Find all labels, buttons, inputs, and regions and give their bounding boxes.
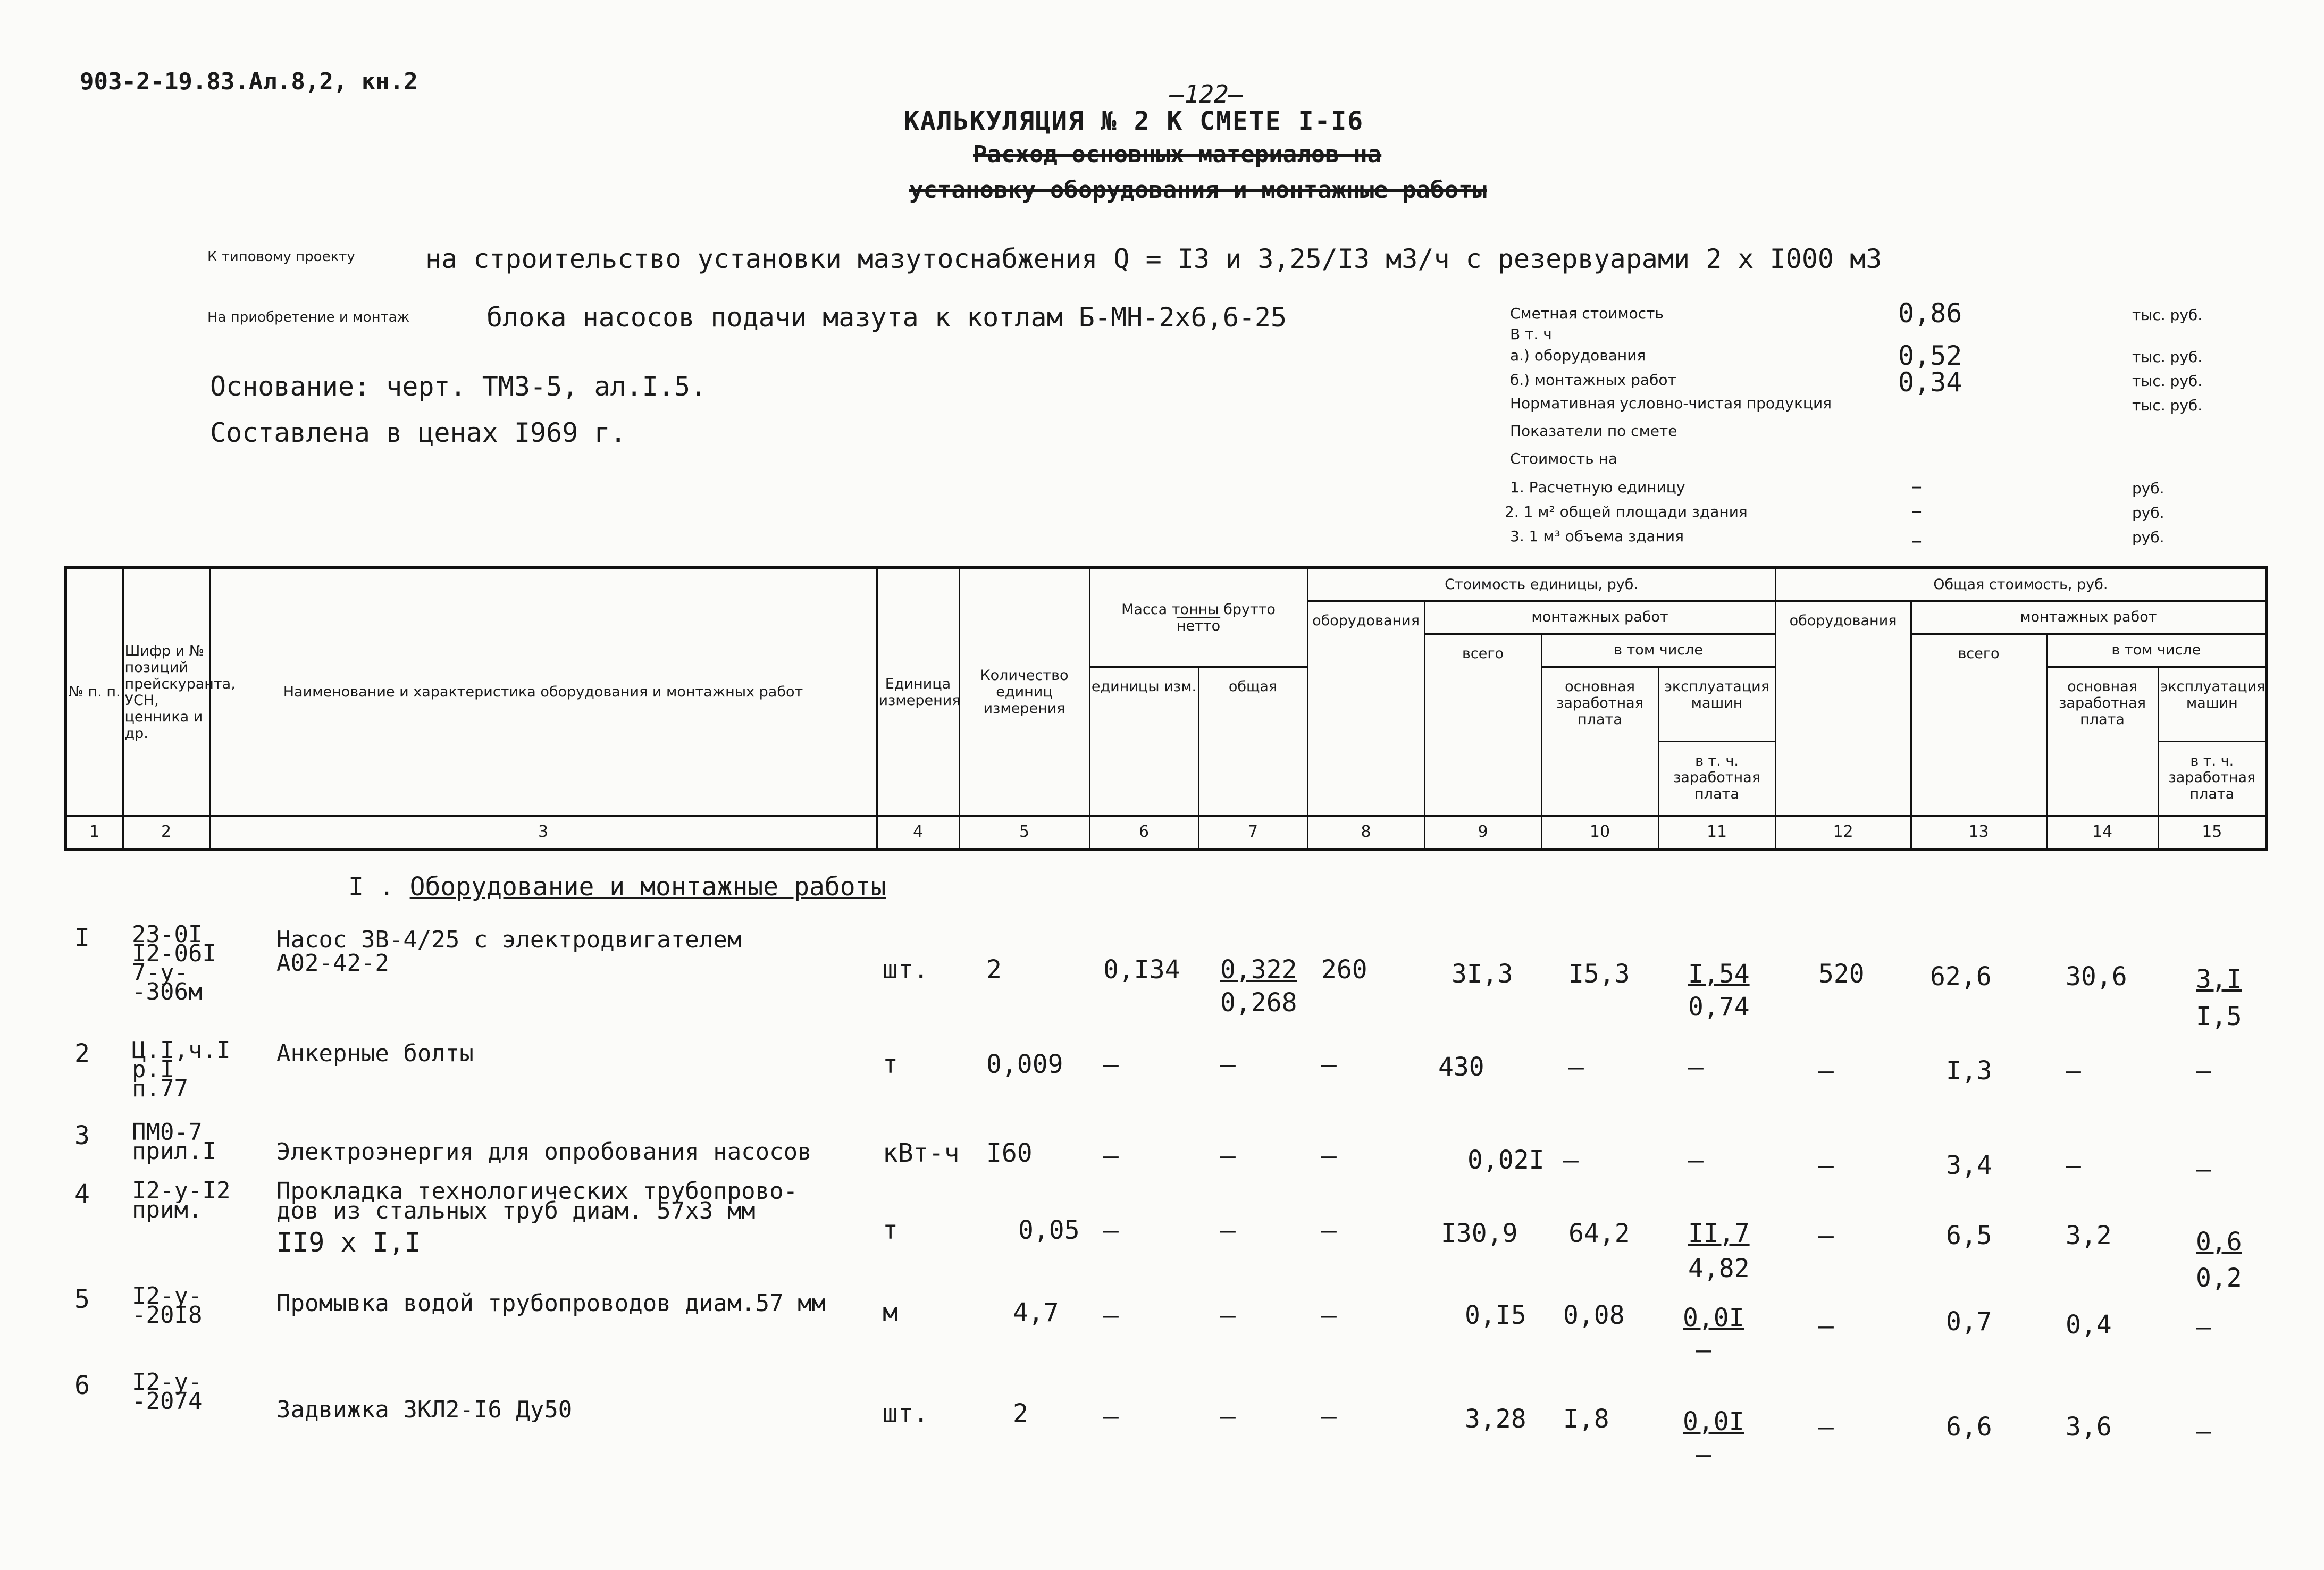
row-machines: 0,0I	[1683, 1407, 1744, 1437]
row-install-total: 0,7	[1946, 1307, 1992, 1337]
row-code: 23-0I I2-06I 7-у- -306м	[132, 921, 216, 1006]
row-code: Ц.I,ч.I р.I п.77	[132, 1037, 231, 1103]
row-code: I2-у- -2074	[132, 1368, 203, 1415]
row-wages: I,8	[1563, 1404, 1609, 1434]
document-code: 903-2-19.83.Ал.8,2, кн.2	[80, 68, 418, 95]
header-machines: эксплуатация машин	[1658, 667, 1775, 741]
header-mass-total: общая	[1198, 667, 1307, 816]
row-machines: II,7	[1688, 1219, 1750, 1248]
row-machines-total: –	[2196, 1056, 2211, 1086]
row-qty: 2	[986, 955, 1002, 985]
header-equipment-total: оборудования	[1775, 601, 1911, 816]
row-qty: I60	[986, 1138, 1033, 1168]
row-wages: –	[1563, 1145, 1579, 1175]
per-volume-unit: руб.	[2132, 528, 2164, 546]
row-machines: –	[1688, 1145, 1704, 1175]
colnum: 11	[1658, 816, 1775, 850]
row-equip-cost: –	[1321, 1401, 1337, 1431]
row-install-cost: I30,9	[1441, 1219, 1518, 1248]
header-incl: в том числе	[1541, 634, 1775, 667]
row-name: Прокладка технологических трубопрово- дов из стальных труб диам. 57х3 мм II9 x I,I	[276, 1178, 798, 1258]
cost-unit: тыс. руб.	[2132, 306, 2203, 324]
row-name: Электроэнергия для опробования насосов	[276, 1138, 812, 1165]
row-machines-wages: 4,82	[1688, 1254, 1750, 1283]
row-wages: 0,08	[1563, 1300, 1625, 1330]
row-machines: 0,0I	[1683, 1303, 1744, 1333]
header-unit-cost: Стоимость единицы, руб.	[1307, 568, 1775, 601]
per-unit-unit: руб.	[2132, 480, 2164, 497]
row-equip-cost: 260	[1321, 955, 1367, 985]
row-machines-wages-total: I,5	[2196, 1002, 2242, 1031]
row-wages-total: 30,6	[2066, 962, 2127, 992]
row-equip-total: 520	[1818, 959, 1865, 989]
install-value: 0,34	[1898, 367, 1962, 398]
row-wages-total: –	[2066, 1056, 2081, 1086]
row-equip-total: –	[1818, 1151, 1834, 1180]
row-qty: 2	[1013, 1399, 1028, 1429]
row-mass-total: –	[1220, 1141, 1236, 1171]
row-machines-total: –	[2196, 1154, 2211, 1184]
row-machines-total: –	[2196, 1312, 2211, 1342]
row-name: Промывка водой трубопроводов диам.57 мм	[276, 1290, 826, 1317]
row-mass-net: 0,268	[1220, 988, 1297, 1018]
row-wages-total: 0,4	[2066, 1310, 2112, 1340]
row-num: 5	[74, 1284, 90, 1314]
per-area-label: 2. 1 м² общей площади здания	[1505, 503, 1748, 520]
header-install: монтажных работ	[1424, 601, 1775, 634]
row-unit: т	[883, 1050, 898, 1079]
row-mass-unit: –	[1103, 1300, 1119, 1330]
row-mass-unit: –	[1103, 1141, 1119, 1171]
purpose-text: блока насосов подачи мазута к котлам Б-МН-2х6,6-25	[486, 302, 1287, 333]
row-name: Анкерные болты	[276, 1040, 474, 1067]
colnum: 10	[1541, 816, 1658, 850]
row-equip-total: –	[1818, 1056, 1834, 1086]
page-number: —122—	[1170, 80, 1244, 108]
colnum: 8	[1307, 816, 1424, 850]
row-num: I	[74, 923, 90, 953]
row-qty: 0,05	[1018, 1215, 1080, 1245]
row-qty: 0,009	[986, 1050, 1063, 1079]
net-production-unit: тыс. руб.	[2132, 397, 2203, 414]
row-equip-total: –	[1818, 1311, 1834, 1341]
row-num: 2	[74, 1039, 90, 1069]
project-text: на строительство установки мазутоснабжения Q = I3 и 3,25/I3 м3/ч с резервуарами 2 x I000 м3	[425, 244, 1882, 274]
purpose-label: На приобретение и монтаж	[207, 309, 410, 325]
per-area-unit: руб.	[2132, 504, 2164, 522]
header-incl-2: в том числе	[2046, 634, 2267, 667]
row-num: 3	[74, 1121, 90, 1151]
colnum: 6	[1089, 816, 1198, 850]
colnum: 2	[123, 816, 209, 850]
cost-per-label: Стоимость на	[1510, 450, 1618, 467]
row-machines-wages-total: 0,2	[2196, 1263, 2242, 1293]
row-wages: –	[1568, 1052, 1584, 1082]
row-equip-cost: –	[1321, 1141, 1337, 1171]
row-code: I2-у-I2 прим.	[132, 1177, 231, 1224]
colnum: 5	[959, 816, 1089, 850]
header-machines-2: эксплуатация машин	[2158, 667, 2267, 741]
row-install-total: 6,5	[1946, 1221, 1992, 1250]
row-machines: –	[1688, 1052, 1704, 1082]
header-unit: Единица измерения	[877, 568, 959, 816]
cost-value: 0,86	[1898, 298, 1962, 329]
row-unit: т	[883, 1215, 898, 1245]
header-equipment: оборудования	[1307, 601, 1424, 816]
row-machines-total: –	[2196, 1416, 2211, 1446]
colnum: 12	[1775, 816, 1911, 850]
row-equip-cost: –	[1321, 1050, 1337, 1079]
header-mass-net: нетто	[1176, 617, 1221, 634]
colnum: 13	[1911, 816, 2046, 850]
row-wages-total: 3,2	[2066, 1221, 2112, 1250]
struck-subtitle-2: установку оборудования и монтажные работы	[909, 177, 1487, 204]
equipment-label: а.) оборудования	[1510, 347, 1646, 364]
basis-line: Основание: черт. ТМ3-5, ал.I.5.	[210, 371, 707, 402]
row-equip-cost: –	[1321, 1300, 1337, 1330]
row-install-total: 62,6	[1930, 962, 1992, 992]
header-machines-wages: в т. ч. заработная плата	[1658, 741, 1775, 816]
colnum: 14	[2046, 816, 2158, 850]
row-name: Насос 3В-4/25 с электродвигателем А02-42-2	[276, 926, 742, 977]
row-mass-unit: –	[1103, 1401, 1119, 1431]
row-install-cost: 3,28	[1465, 1404, 1526, 1434]
row-install-total: 3,4	[1946, 1151, 1992, 1180]
cost-label: Сметная стоимость	[1510, 305, 1664, 322]
colnum: 15	[2158, 816, 2267, 850]
row-unit: шт.	[883, 1399, 929, 1429]
net-production-label: Нормативная условно-чистая продукция	[1510, 394, 1832, 412]
header-total-cost: Общая стоимость, руб.	[1775, 568, 2267, 601]
estimate-table-header	[64, 566, 2268, 851]
equipment-value: 0,52	[1898, 340, 1962, 371]
row-mass-unit: 0,I34	[1103, 955, 1180, 985]
row-machines: I,54	[1688, 959, 1750, 989]
row-equip-total: –	[1818, 1221, 1834, 1250]
indicators-label: Показатели по смете	[1510, 422, 1677, 440]
row-name: Задвижка 3КЛ2-I6 Ду50	[276, 1396, 573, 1423]
row-install-cost: 0,I5	[1465, 1300, 1526, 1330]
row-mass-total: –	[1220, 1215, 1236, 1245]
per-unit-label: 1. Расчетную единицу	[1510, 478, 1685, 496]
incl-label: В т. ч	[1510, 325, 1552, 343]
row-wages: I5,3	[1568, 959, 1630, 989]
header-total: всего	[1424, 634, 1541, 816]
row-code: ПМ0-7 прил.I	[132, 1119, 216, 1165]
header-name: Наименование и характеристика оборудования и монтажных работ	[209, 568, 877, 816]
colnum: 1	[65, 816, 123, 850]
header-num: № п. п.	[65, 568, 123, 816]
row-qty: 4,7	[1013, 1298, 1059, 1328]
row-mass-total: –	[1220, 1050, 1236, 1079]
per-area-value: –	[1911, 499, 1922, 523]
header-code: Шифр и № позиций прейскуранта, УСН, ценника и др.	[123, 568, 209, 816]
install-unit: тыс. руб.	[2132, 372, 2203, 390]
row-mass-unit: –	[1103, 1050, 1119, 1079]
colnum: 3	[209, 816, 877, 850]
header-mass	[1089, 568, 1307, 667]
row-install-cost: 0,02I	[1467, 1145, 1545, 1175]
row-machines-wages: –	[1696, 1440, 1711, 1470]
header-wages-2: основная заработная плата	[2046, 667, 2158, 816]
row-install-total: 6,6	[1946, 1412, 1992, 1442]
column-numbers-row	[65, 816, 2267, 850]
row-num: 6	[74, 1371, 90, 1400]
prices-line: Составлена в ценах I969 г.	[210, 417, 626, 448]
row-mass-unit: –	[1103, 1215, 1119, 1245]
row-wages-total: –	[2066, 1151, 2081, 1180]
row-machines-total: 3,I	[2196, 964, 2242, 994]
row-equip-total: –	[1818, 1412, 1834, 1442]
row-machines-wages: 0,74	[1688, 992, 1750, 1022]
per-volume-value: –	[1911, 528, 1922, 553]
per-unit-value: –	[1911, 474, 1922, 499]
row-machines-total: 0,6	[2196, 1227, 2242, 1257]
page-title: КАЛЬКУЛЯЦИЯ № 2 К СМЕТЕ I-I6	[904, 106, 1364, 136]
per-volume-label: 3. 1 м³ объема здания	[1510, 527, 1684, 545]
row-mass-total: –	[1220, 1401, 1236, 1431]
section-title: I . Оборудование и монтажные работы	[348, 872, 886, 902]
colnum: 9	[1424, 816, 1541, 850]
row-equip-cost: –	[1321, 1215, 1337, 1245]
row-mass-total: –	[1220, 1300, 1236, 1330]
header-total-2: всего	[1911, 634, 2046, 816]
row-machines-wages: –	[1696, 1335, 1711, 1365]
row-unit: кВт-ч	[883, 1138, 960, 1168]
header-wages: основная заработная плата	[1541, 667, 1658, 816]
struck-subtitle-1: Расход основных материалов на	[973, 141, 1382, 168]
row-code: I2-у- -20I8	[132, 1282, 203, 1329]
colnum: 4	[877, 816, 959, 850]
row-wages-total: 3,6	[2066, 1412, 2112, 1442]
row-unit: шт.	[883, 955, 929, 985]
header-machines-wages-2: в т. ч. заработная плата	[2158, 741, 2267, 816]
row-unit: м	[883, 1298, 898, 1328]
row-install-total: I,3	[1946, 1056, 1992, 1086]
header-qty: Количество единиц измерения	[959, 568, 1089, 816]
row-num: 4	[74, 1179, 90, 1209]
equipment-unit: тыс. руб.	[2132, 348, 2203, 366]
row-install-cost: 3I,3	[1452, 959, 1513, 989]
colnum: 7	[1198, 816, 1307, 850]
install-label: б.) монтажных работ	[1510, 371, 1676, 389]
header-install-total: монтажных работ	[1911, 601, 2267, 634]
row-wages: 64,2	[1568, 1219, 1630, 1248]
row-install-cost: 430	[1438, 1052, 1484, 1082]
header-mass-gross: Масса тонны брутто	[1121, 601, 1276, 618]
project-label: К типовому проекту	[207, 249, 355, 265]
header-mass-unit: единицы изм.	[1089, 667, 1198, 816]
row-mass-total: 0,322	[1220, 955, 1297, 985]
